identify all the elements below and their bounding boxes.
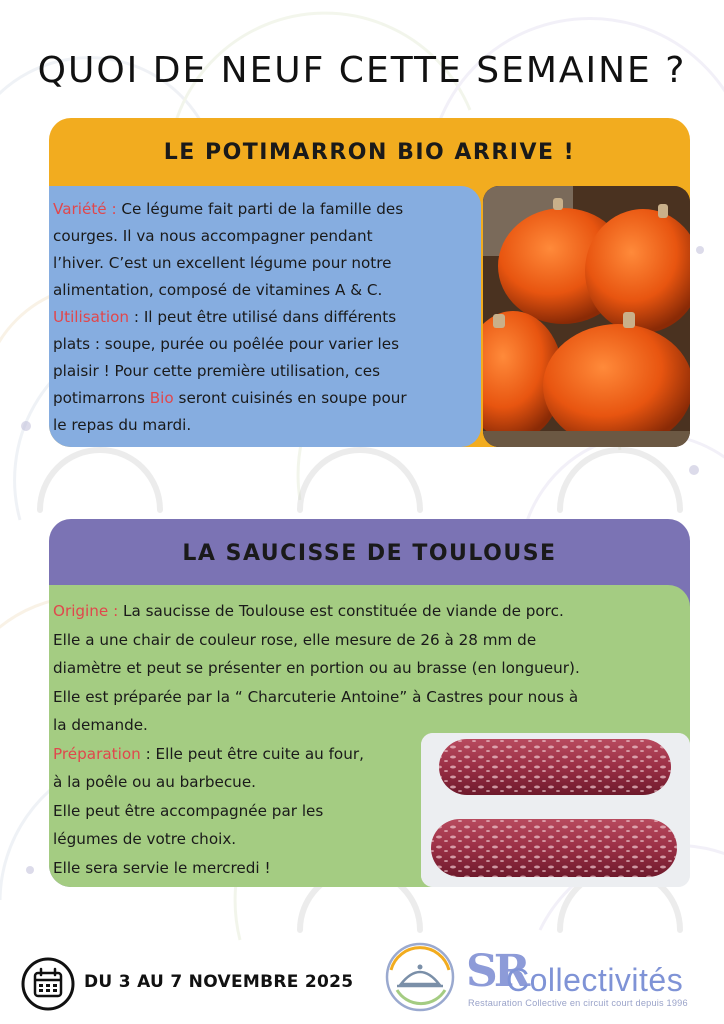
cloche-emblem-icon xyxy=(383,940,457,1014)
text-line: Elle peut être accompagnée par les xyxy=(53,801,324,820)
text-line xyxy=(53,304,469,331)
preparation-label: Préparation xyxy=(53,744,141,763)
brand-mark: SR xyxy=(466,946,527,997)
text-line: le repas du mardi. xyxy=(53,416,192,434)
brand-name: Collectivités xyxy=(506,962,684,998)
variete-label: Variété : xyxy=(53,200,117,218)
week-date: DU 3 AU 7 NOVEMBRE 2025 xyxy=(84,972,354,992)
text-fragment: potimarrons xyxy=(53,389,150,407)
text-line: diamètre et peut se présenter en portion ou au brasse (en longueur). xyxy=(53,659,580,677)
text-line: plats : soupe, purée ou poêlée pour varier les xyxy=(53,335,400,353)
brand-tagline: Restauration Collective en circuit court depuis 1996 xyxy=(468,998,688,1008)
footer xyxy=(0,940,724,1024)
text-line: l’hiver. C’est un excellent légume pour notre xyxy=(53,254,392,272)
text-line xyxy=(53,196,469,223)
text-line: Elle sera servie le mercredi ! xyxy=(53,858,271,877)
potimarron-card-title: LE POTIMARRON BIO ARRIVE ! xyxy=(163,140,576,165)
potimarron-photo xyxy=(483,186,690,447)
calendar-icon xyxy=(20,956,76,1012)
potimarron-card xyxy=(49,118,690,447)
text-fragment: : Il peut être utilisé dans différents xyxy=(129,308,397,326)
text-fragment: Ce légume fait parti de la famille des xyxy=(116,200,404,218)
brand-logo xyxy=(466,946,716,1016)
text-fragment: seront cuisinés en soupe pour xyxy=(173,389,407,407)
origine-label: Origine : xyxy=(53,602,119,620)
text-line: alimentation, composé de vitamines A & C. xyxy=(53,281,383,299)
text-line xyxy=(53,385,469,412)
text-fragment: La saucisse de Toulouse est constituée de viande de porc. xyxy=(118,602,564,620)
text-line: légumes de votre choix. xyxy=(53,830,237,848)
text-line: courges. Il va nous accompagner pendant xyxy=(53,227,373,245)
text-fragment: : Elle peut être cuite au four, xyxy=(140,744,364,763)
utilisation-label: Utilisation xyxy=(53,308,130,326)
bio-label: Bio xyxy=(149,389,174,407)
text-line: la demande. xyxy=(53,716,148,734)
text-line: à la poêle ou au barbecue. xyxy=(53,773,256,791)
saucisse-photo xyxy=(421,733,690,887)
text-line: Elle a une chair de couleur rose, elle mesure de 26 à 28 mm de xyxy=(53,630,537,649)
text-line xyxy=(53,597,678,626)
saucisse-card-title: LA SAUCISSE DE TOULOUSE xyxy=(182,541,557,566)
text-line: plaisir ! Pour cette première utilisation, ces xyxy=(53,362,381,380)
saucisse-card xyxy=(49,519,690,887)
potimarron-text-panel xyxy=(49,186,481,447)
text-line: Elle est préparée par la “ Charcuterie Antoine” à Castres pour nous à xyxy=(53,687,579,706)
page-title: QUOI DE NEUF CETTE SEMAINE ? xyxy=(37,50,687,91)
